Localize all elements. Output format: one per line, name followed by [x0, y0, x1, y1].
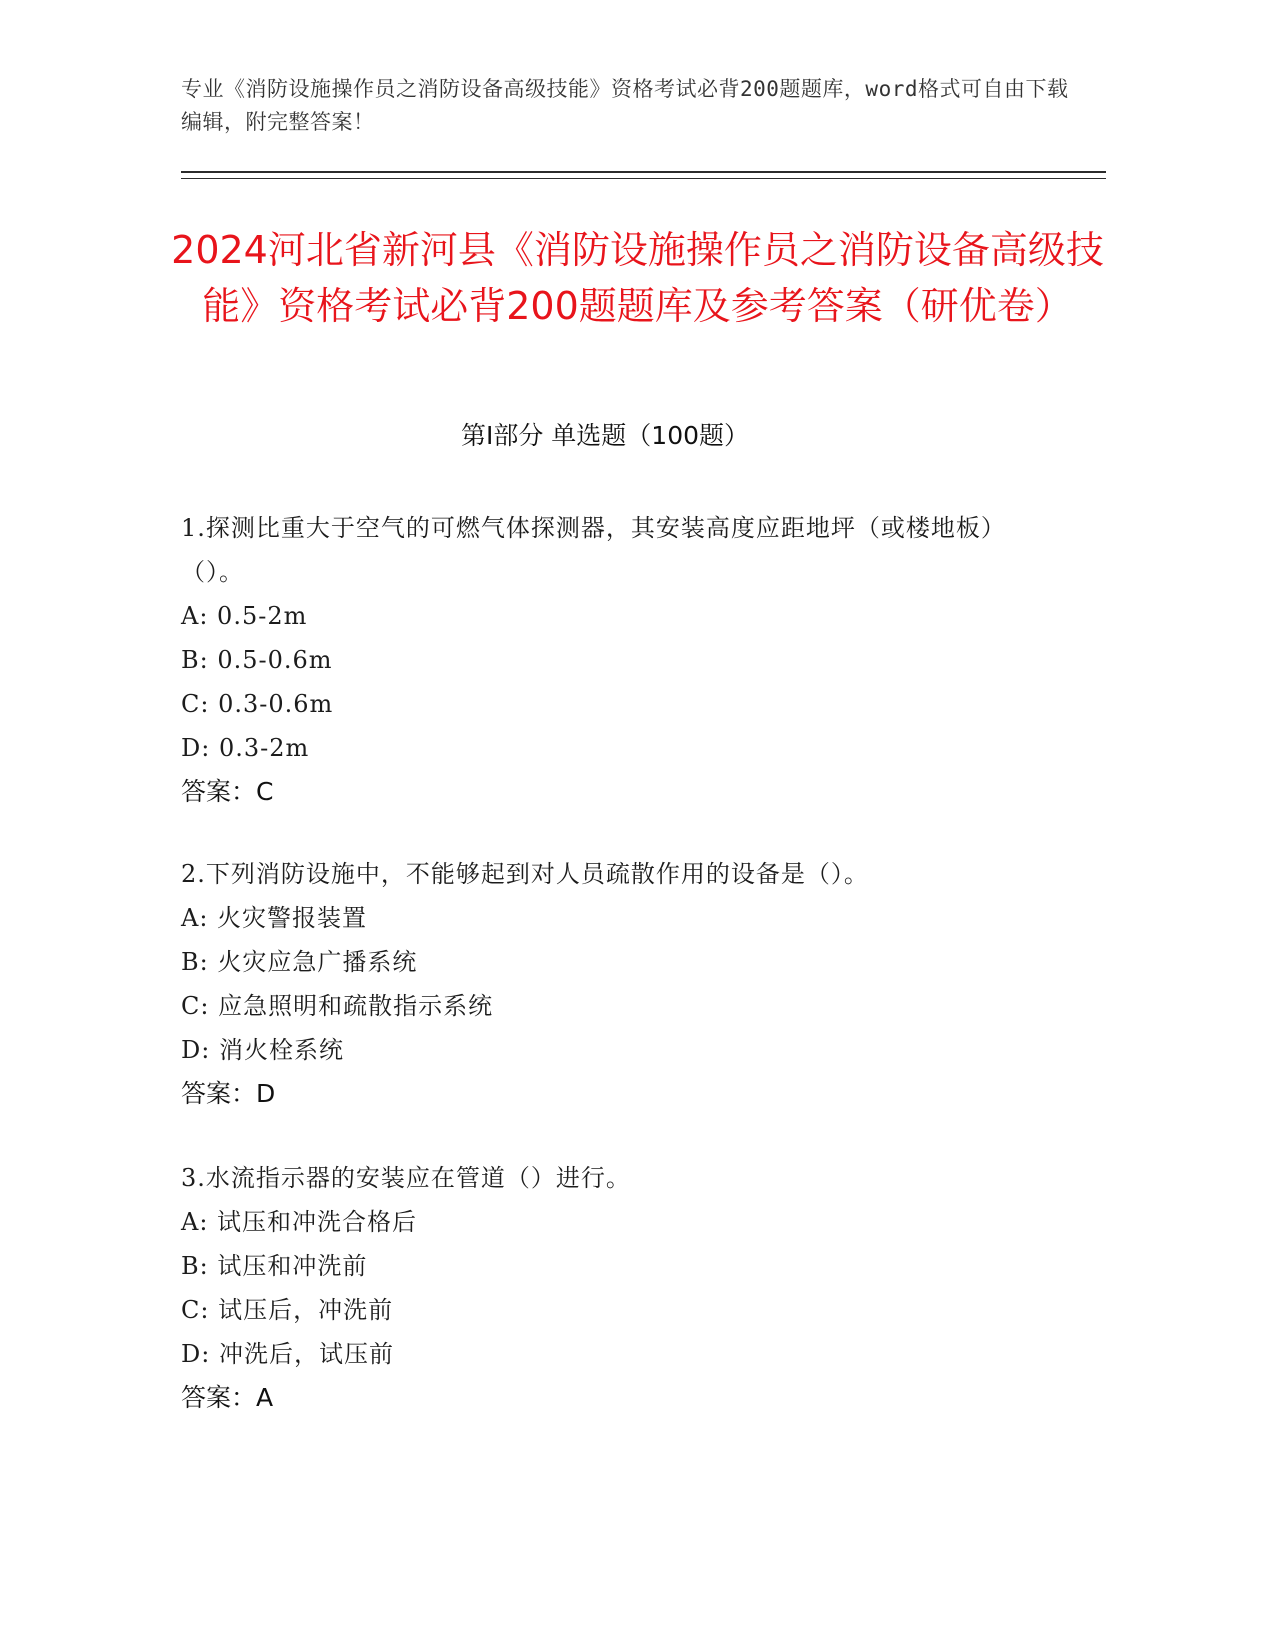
answer-line: 答案：D [181, 1079, 276, 1108]
option-d: D: 冲洗后，试压前 [181, 1340, 394, 1368]
option-d: D: 0.3-2m [181, 734, 310, 762]
option-a: A: 0.5-2m [181, 602, 308, 630]
option-c: C: 应急照明和疏散指示系统 [181, 992, 494, 1020]
option-c: C: 试压后，冲洗前 [181, 1296, 394, 1324]
question-stem: 2.下列消防设施中，不能够起到对人员疏散作用的设备是（）。 [181, 860, 869, 888]
answer-line: 答案：A [181, 1383, 274, 1412]
section-heading: 第I部分 单选题（100题） [460, 421, 750, 450]
option-a: A: 火灾警报装置 [181, 904, 368, 932]
question-block [181, 852, 1041, 1116]
header-divider-thick [181, 171, 1106, 173]
question-stem: 3.水流指示器的安装应在管道（）进行。 [181, 1164, 631, 1192]
question-block [181, 1156, 1041, 1420]
header-note: 专业《消防设施操作员之消防设备高级技能》资格考试必背200题题库，word格式可自由下载编辑，附完整答案！ [181, 77, 1069, 134]
option-b: B: 火灾应急广播系统 [181, 948, 418, 976]
answer-line: 答案：C [181, 777, 274, 806]
document-title: 2024河北省新河县《消防设施操作员之消防设备高级技能》资格考试必背200题题库及参考答案（研优卷） [171, 228, 1104, 328]
option-c: C: 0.3-0.6m [181, 690, 334, 718]
header-divider-thin [181, 178, 1106, 179]
option-b: B: 试压和冲洗前 [181, 1252, 368, 1280]
option-b: B: 0.5-0.6m [181, 646, 333, 674]
question-block [181, 506, 1041, 814]
option-a: A: 试压和冲洗合格后 [181, 1208, 418, 1236]
question-stem: 1.探测比重大于空气的可燃气体探测器，其安装高度应距地坪（或楼地板）（）。 [181, 514, 1006, 586]
option-d: D: 消火栓系统 [181, 1036, 344, 1064]
